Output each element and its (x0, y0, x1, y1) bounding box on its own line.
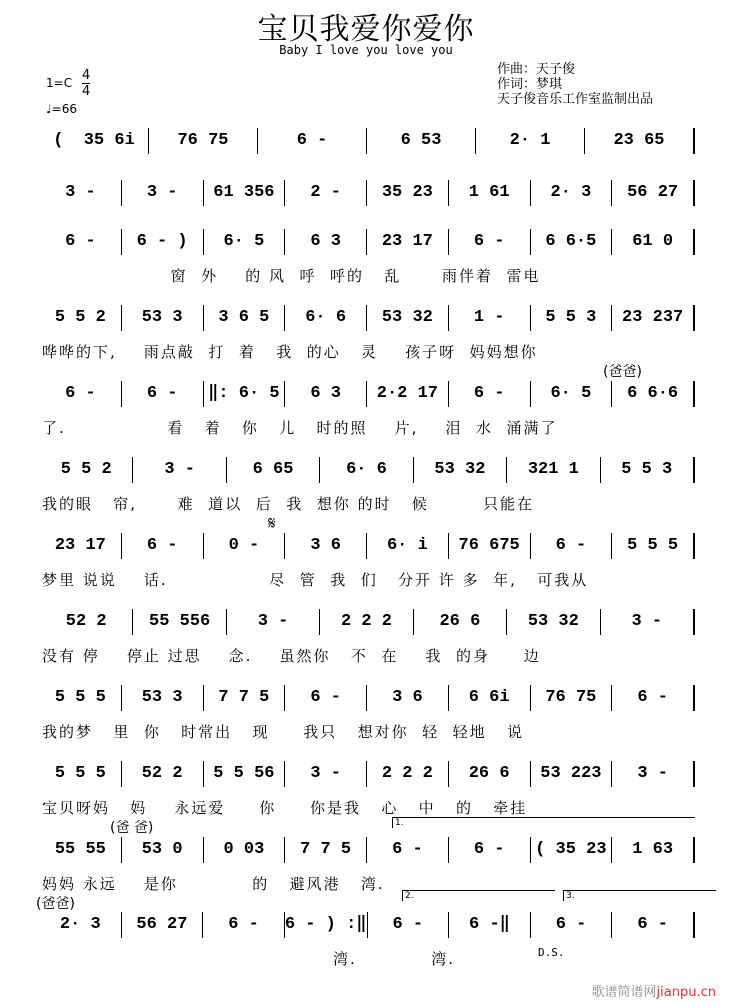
measure: ( 35 6i (40, 128, 149, 154)
measure: 52 2 (40, 609, 133, 635)
measure: 6 - (203, 912, 285, 938)
measure: 6 - (122, 381, 204, 407)
time-signature (82, 68, 90, 99)
staff-line (40, 180, 695, 206)
staff-line (40, 837, 695, 863)
measure: 321 1 (507, 457, 600, 483)
measure: ( 35 23 (531, 837, 613, 863)
measure: 2·2 17 (367, 381, 449, 407)
staff-line (40, 533, 695, 559)
measure: 6· i (367, 533, 449, 559)
measure: 6· 6 (285, 305, 367, 331)
measure: 6 - (368, 912, 450, 938)
lyrics-line: 宝贝呀妈 妈 永远爱 你 你是我 心 中 的 牵挂 (42, 799, 528, 817)
lyricist: 作词：梦琪 (497, 77, 563, 92)
measure: 3 - (122, 180, 204, 206)
measure: 6 6·6 (612, 381, 695, 407)
measure: 53 32 (414, 457, 507, 483)
measure: 6 - (449, 229, 531, 255)
measure: 1 - (449, 305, 531, 331)
measure: 23 17 (40, 533, 122, 559)
producer: 天子俊音乐工作室监制出品 (497, 92, 654, 107)
staff-line (40, 609, 695, 635)
measure: 6 6·5 (531, 229, 613, 255)
lyrics-line: 我的梦 里 你 时常出 现 我只 想对你 轻 轻地 说 (42, 723, 524, 741)
measure: ‖: 6· 5 (204, 381, 286, 407)
song-subtitle: Baby I love you love you (279, 43, 453, 57)
lyrics-line: 湾. 湾. (42, 950, 456, 968)
time-top: 4 (82, 68, 91, 83)
measure: 6 - (40, 229, 122, 255)
measure: 2· 3 (531, 180, 613, 206)
staff-line (40, 761, 695, 787)
measure: 53 32 (507, 609, 600, 635)
measure: 6 - ) :‖ (285, 912, 368, 938)
measure: 5 5 5 (40, 685, 122, 711)
measure: 2 - (285, 180, 367, 206)
measure: 2 2 2 (367, 761, 449, 787)
watermark-cn: 歌谱简谱网 (591, 985, 657, 1000)
staff-line (40, 912, 695, 938)
measure: 76 675 (449, 533, 531, 559)
measure: 61 0 (612, 229, 695, 255)
lyrics-line: 妈妈 永远 是你 的 避风港 湾. (42, 875, 385, 893)
measure: 53 3 (122, 305, 204, 331)
tempo-marking: ♩=66 (46, 102, 77, 116)
measure: 3 - (601, 609, 695, 635)
alt-lyrics: (爸爸) (36, 896, 75, 912)
measure: 6 - (449, 837, 531, 863)
measure: 26 6 (449, 761, 531, 787)
measure: 56 27 (612, 180, 695, 206)
measure: 1 63 (612, 837, 695, 863)
measure: 6 - (531, 912, 613, 938)
measure: 55 556 (133, 609, 226, 635)
measure: 6 - (612, 912, 695, 938)
alt-lyrics: (爸爸) (603, 364, 642, 380)
measure: 2 2 2 (320, 609, 413, 635)
measure: 3 - (133, 457, 226, 483)
measure: 23 237 (612, 305, 695, 331)
measure: 5 5 2 (40, 457, 133, 483)
measure: 61 356 (204, 180, 286, 206)
measure: 5 5 5 (612, 533, 695, 559)
measure: 6 3 (285, 381, 367, 407)
measure: 6 3 (285, 229, 367, 255)
measure: 2· 3 (40, 912, 122, 938)
measure: 3 6 (367, 685, 449, 711)
lyrics-line: 窗 外 的 风 呼 呼的 乱 雨伴着 雷电 (42, 267, 541, 285)
measure: 76 75 (149, 128, 258, 154)
measure: 3 - (227, 609, 320, 635)
staff-line (40, 229, 695, 255)
measure: 3 - (285, 761, 367, 787)
measure: 23 17 (367, 229, 449, 255)
measure: 6 - (122, 533, 204, 559)
measure: 6 - (367, 837, 449, 863)
lyrics-line: 了. 看 着 你 儿 时的照 片, 泪 水 涌满了 (42, 419, 558, 437)
measure: 5 5 5 (40, 761, 122, 787)
measure: 5 5 56 (204, 761, 286, 787)
key-signature: 1=C (46, 76, 73, 90)
measure: 6 - (258, 128, 367, 154)
staff-line (40, 128, 695, 154)
measure: 6 - (531, 533, 613, 559)
measure: 5 5 3 (531, 305, 613, 331)
lyrics-line: 哗哗的下, 雨点敲 打 着 我 的心 灵 孩子呀 妈妈想你 (42, 343, 538, 361)
measure: 0 - (204, 533, 286, 559)
credits (497, 62, 653, 107)
staff-line (40, 381, 695, 407)
measure: 5 5 2 (40, 305, 122, 331)
measure: 6 65 (227, 457, 320, 483)
measure: 53 32 (367, 305, 449, 331)
volta-3: 3. (563, 890, 716, 901)
measure: 7 7 5 (204, 685, 286, 711)
composer: 作曲：天子俊 (497, 62, 576, 77)
measure: 6 53 (367, 128, 476, 154)
measure: 6· 5 (531, 381, 613, 407)
staff-line (40, 457, 695, 483)
time-bottom: 4 (82, 84, 91, 99)
measure: 6 - (612, 685, 695, 711)
measure: 6· 6 (320, 457, 413, 483)
song-title: 宝贝我爱你爱你 (257, 12, 475, 47)
measure: 0 03 (204, 837, 286, 863)
measure: 6 - (449, 381, 531, 407)
measure: 6 6i (449, 685, 531, 711)
measure: 23 65 (585, 128, 695, 154)
lyrics-line: 我的眼 帘, 难 道以 后 我 想你 的时 候 只能在 (42, 495, 535, 513)
measure: 3 - (612, 761, 695, 787)
volta-2: 2. (402, 890, 555, 901)
staff-line (40, 685, 695, 711)
measure: 6· 5 (204, 229, 286, 255)
measure: 35 23 (367, 180, 449, 206)
measure: 6 - ) (122, 229, 204, 255)
watermark (592, 981, 716, 1000)
measure: 53 0 (122, 837, 204, 863)
segno-sign: 𝄋 (268, 513, 276, 534)
measure: 6 - (285, 685, 367, 711)
measure: 3 - (40, 180, 122, 206)
measure: 26 6 (414, 609, 507, 635)
alt-lyrics: (爸 爸) (110, 820, 154, 836)
measure: 53 223 (531, 761, 613, 787)
dal-segno: D.S. (538, 946, 565, 959)
lyrics-line: 没有 停 停止 过思 念. 虽然你 不 在 我 的身 边 (42, 647, 541, 665)
measure: 3 6 (285, 533, 367, 559)
measure: 55 55 (40, 837, 122, 863)
measure: 53 3 (122, 685, 204, 711)
measure: 1 61 (449, 180, 531, 206)
measure: 56 27 (122, 912, 204, 938)
measure: 76 75 (531, 685, 613, 711)
measure: 6 -‖ (449, 912, 531, 938)
lyrics-line: 梦里 说说 话. 尽 管 我 们 分开 许 多 年, 可我从 (42, 571, 589, 589)
measure: 2· 1 (476, 128, 585, 154)
measure: 7 7 5 (285, 837, 367, 863)
measure: 52 2 (122, 761, 204, 787)
measure: 6 - (40, 381, 122, 407)
measure: 5 5 3 (601, 457, 695, 483)
measure: 3 6 5 (204, 305, 286, 331)
volta-1: 1. (392, 817, 695, 828)
watermark-url: jianpu.cn (656, 985, 716, 1000)
staff-line (40, 305, 695, 331)
